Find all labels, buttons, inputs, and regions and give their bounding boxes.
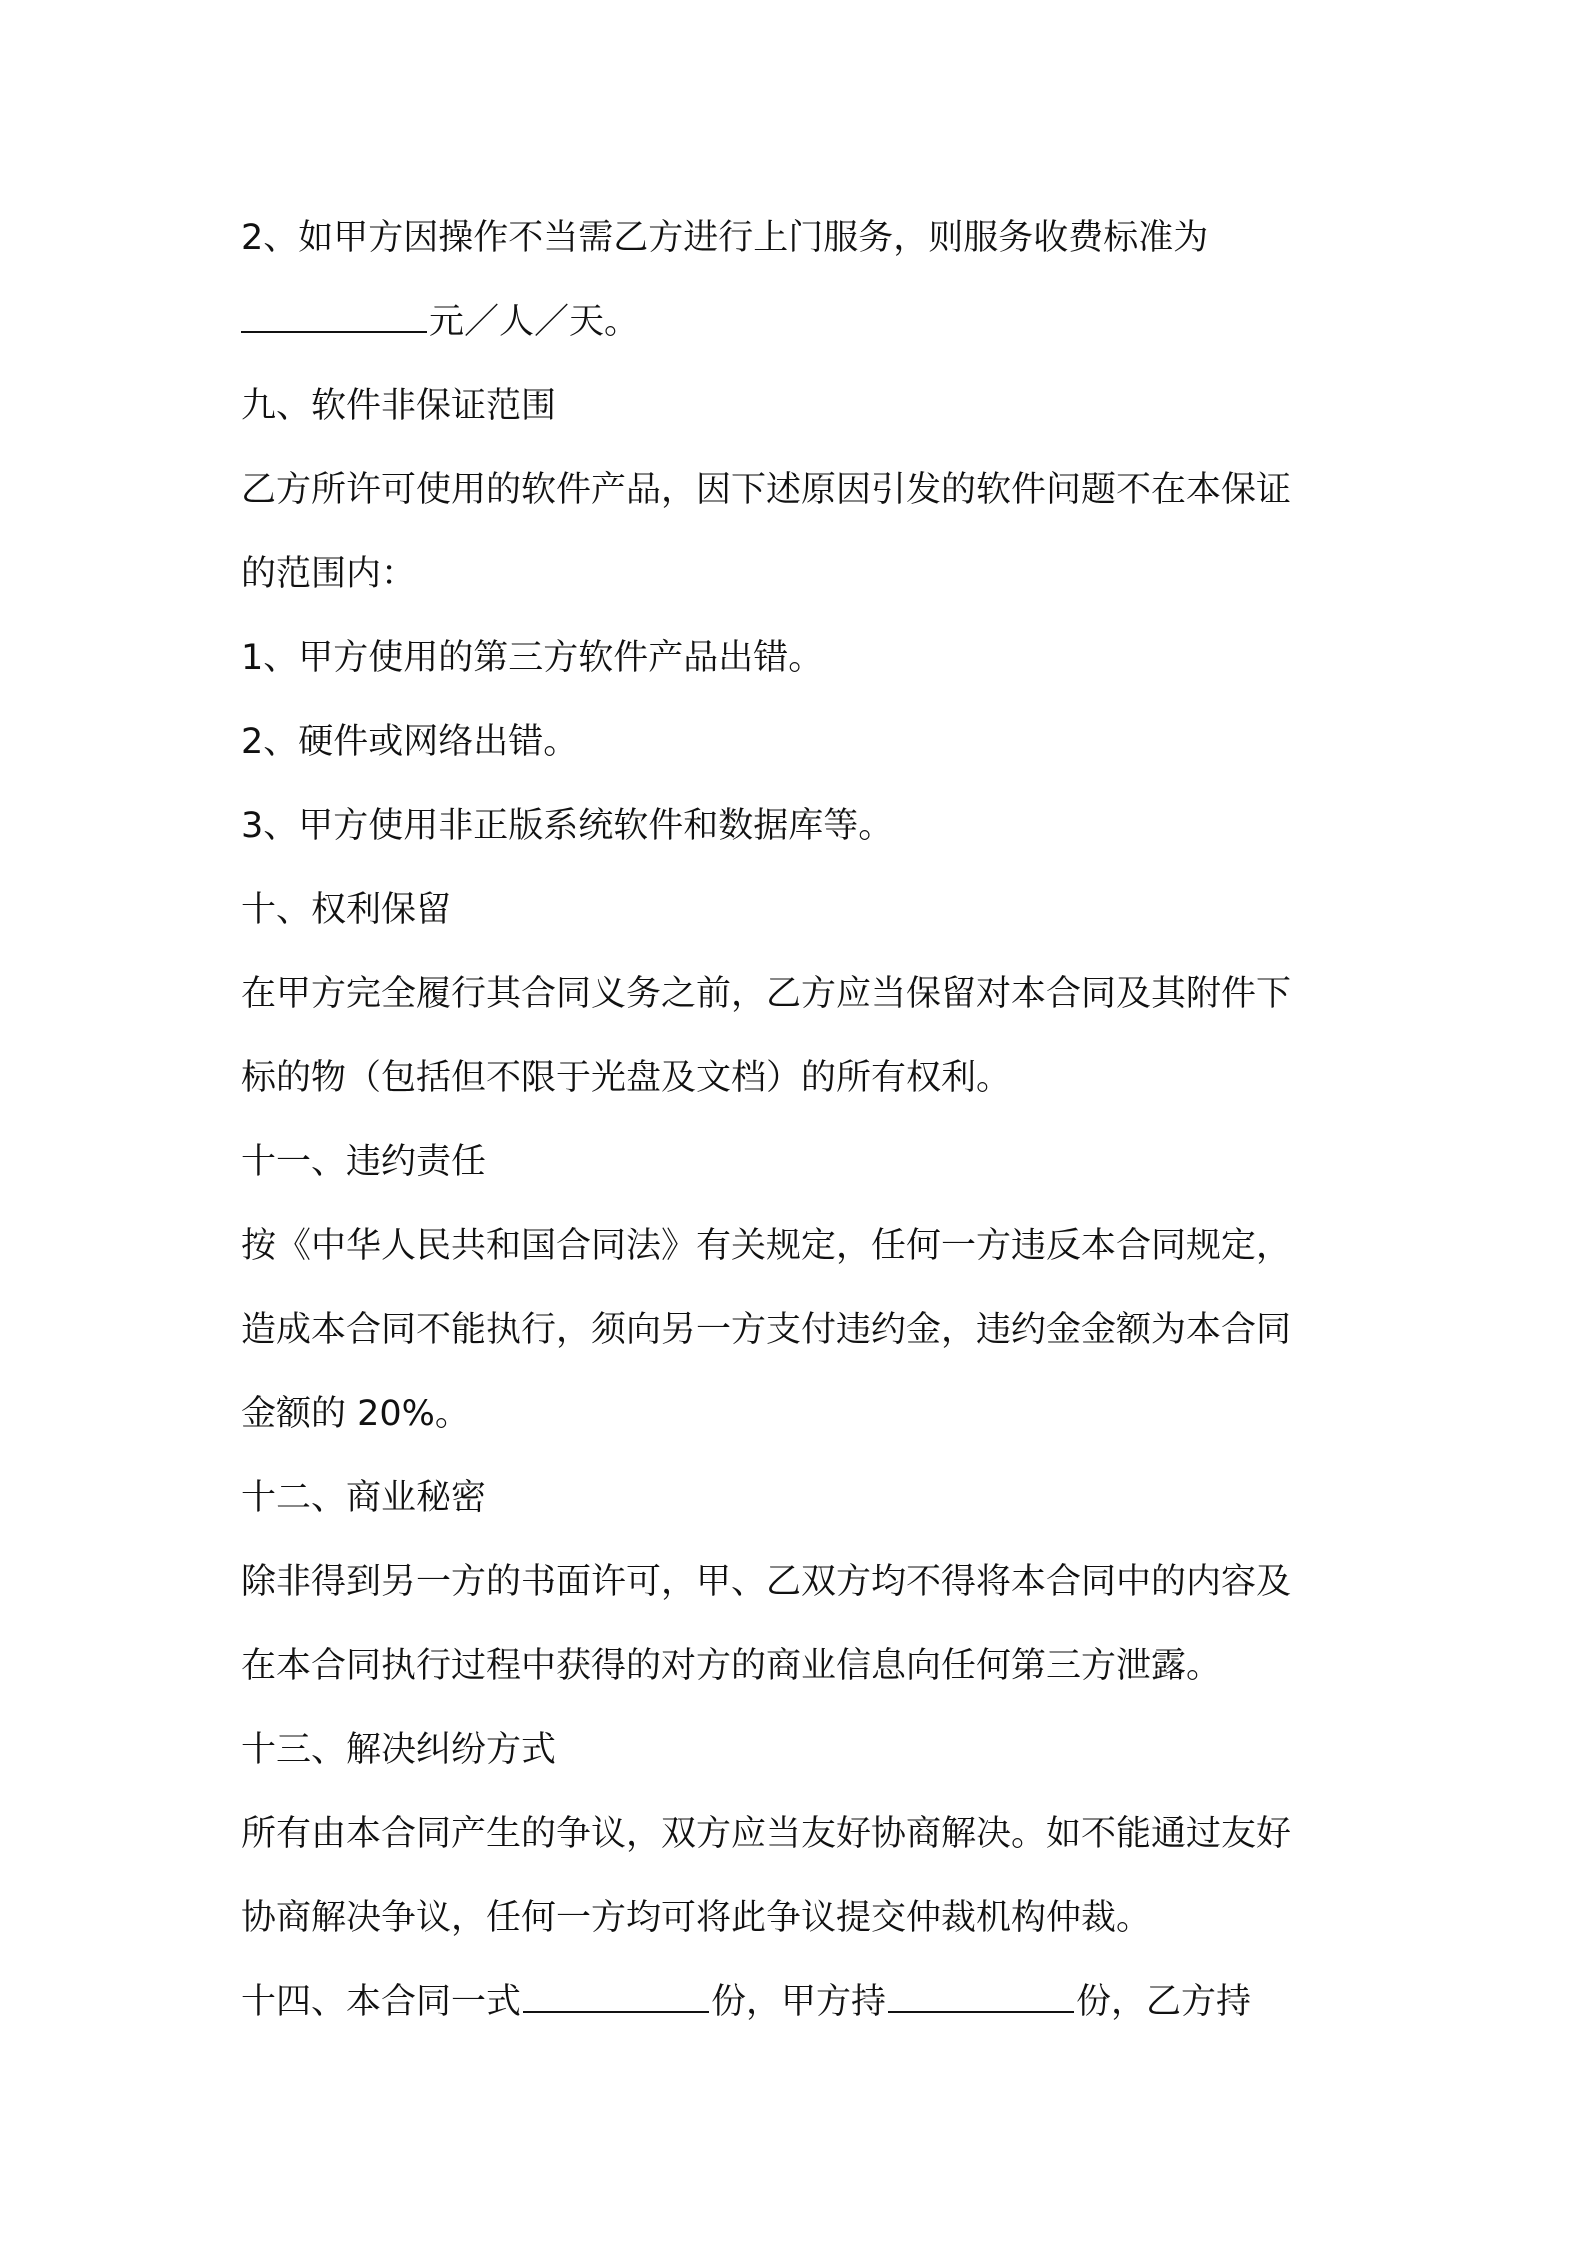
text-line: 所有由本合同产生的争议，双方应当友好协商解决。如不能通过友好 — [241, 1814, 1292, 1854]
fill-blank — [888, 1983, 1074, 2013]
list-item: 2、硬件或网络出错。 — [241, 722, 579, 762]
section-heading: 十三、解决纠纷方式 — [241, 1730, 557, 1770]
text-fragment: 份，甲方持 — [711, 1982, 887, 2022]
text-line: 的范围内： — [241, 554, 417, 594]
text-line: 乙方所许可使用的软件产品，因下述原因引发的软件问题不在本保证 — [241, 470, 1292, 510]
text-line — [241, 280, 1361, 364]
section-heading: 十二、商业秘密 — [241, 1478, 487, 1518]
text-line: 造成本合同不能执行，须向另一方支付违约金，违约金金额为本合同 — [241, 1310, 1292, 1350]
text-fragment: 元／人／天。 — [429, 302, 640, 342]
fill-blank — [241, 303, 427, 333]
list-item: 3、甲方使用非正版系统软件和数据库等。 — [241, 806, 894, 846]
text-line: 除非得到另一方的书面许可，甲、乙双方均不得将本合同中的内容及 — [241, 1562, 1292, 1602]
section-heading: 十一、违约责任 — [241, 1142, 487, 1182]
list-item: 1、甲方使用的第三方软件产品出错。 — [241, 638, 824, 678]
section-heading: 十、权利保留 — [241, 890, 452, 930]
fill-blank — [523, 1983, 709, 2013]
text-line: 在甲方完全履行其合同义务之前，乙方应当保留对本合同及其附件下 — [241, 974, 1292, 1014]
text-line: 2、如甲方因操作不当需乙方进行上门服务，则服务收费标准为 — [241, 218, 1209, 258]
text-fragment: 十四、本合同一式 — [241, 1982, 522, 2022]
document-body — [241, 196, 1361, 2044]
text-fragment: 份，乙方持 — [1076, 1982, 1252, 2022]
text-line: 按《中华人民共和国合同法》有关规定，任何一方违反本合同规定， — [241, 1226, 1292, 1266]
section-heading: 九、软件非保证范围 — [241, 386, 557, 426]
text-line: 金额的 20%。 — [241, 1394, 470, 1434]
text-line: 标的物（包括但不限于光盘及文档）的所有权利。 — [241, 1058, 1012, 1098]
section-heading — [241, 1960, 1361, 2044]
text-line: 协商解决争议，任何一方均可将此争议提交仲裁机构仲裁。 — [241, 1898, 1152, 1938]
text-line: 在本合同执行过程中获得的对方的商业信息向任何第三方泄露。 — [241, 1646, 1222, 1686]
